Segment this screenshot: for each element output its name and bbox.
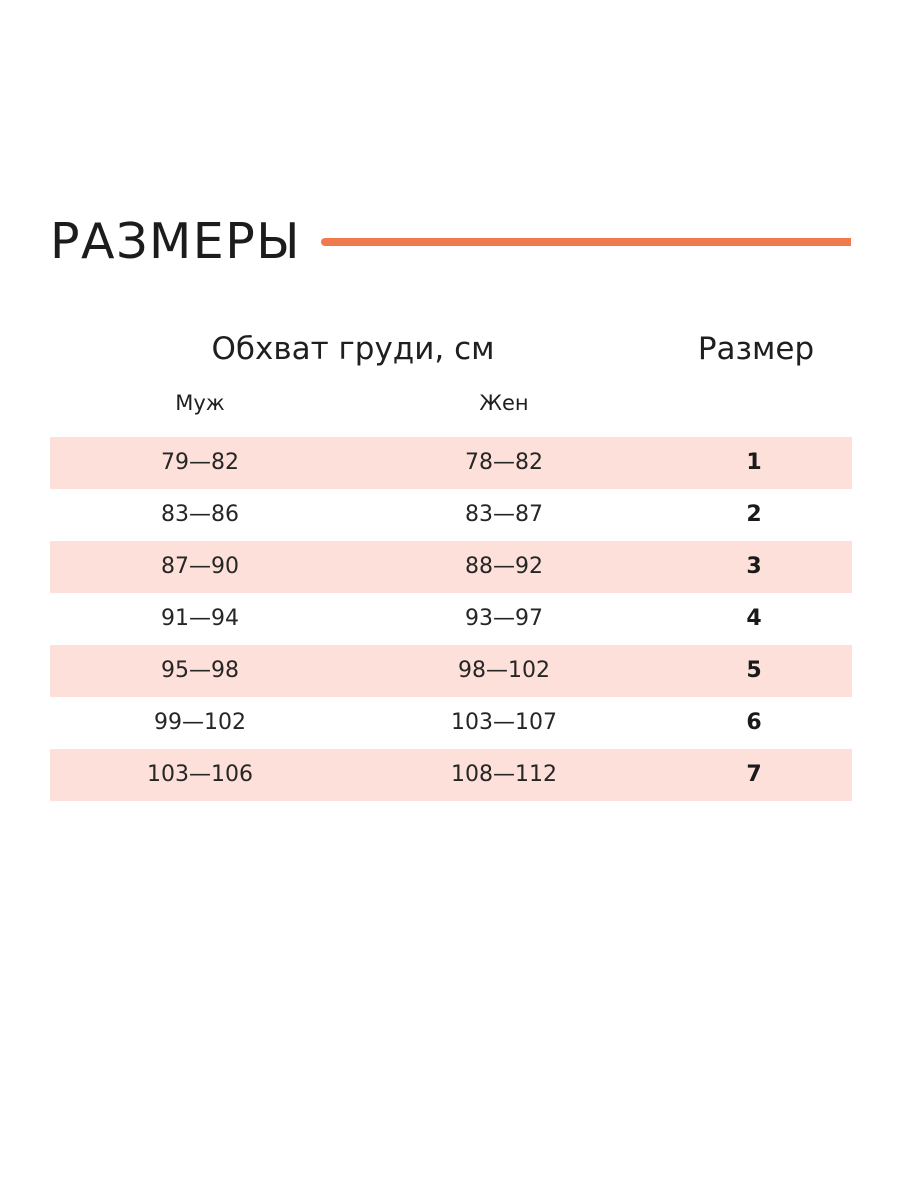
- table-row: [50, 437, 852, 489]
- men-chest-cell: 91—94: [161, 606, 239, 631]
- size-cell: 3: [746, 554, 762, 579]
- women-chest-cell: 93—97: [465, 606, 543, 631]
- women-column-header: Жен: [479, 391, 529, 415]
- men-column-header: Муж: [175, 391, 225, 415]
- women-chest-cell: 88—92: [465, 554, 543, 579]
- table-row: [50, 697, 852, 749]
- table-row: [50, 593, 852, 645]
- women-chest-cell: 98—102: [458, 658, 550, 683]
- size-cell: 1: [746, 450, 762, 475]
- men-chest-cell: 83—86: [161, 502, 239, 527]
- men-chest-cell: 95—98: [161, 658, 239, 683]
- table-row: [50, 749, 852, 801]
- men-chest-cell: 87—90: [161, 554, 239, 579]
- women-chest-cell: 103—107: [451, 710, 557, 735]
- size-cell: 6: [746, 710, 762, 735]
- size-cell: 5: [746, 658, 762, 683]
- women-chest-cell: 78—82: [465, 450, 543, 475]
- women-chest-cell: 83—87: [465, 502, 543, 527]
- size-cell: 7: [746, 762, 762, 787]
- men-chest-cell: 79—82: [161, 450, 239, 475]
- table-row: [50, 541, 852, 593]
- table-row: [50, 489, 852, 541]
- size-table: [50, 437, 852, 801]
- men-chest-cell: 103—106: [147, 762, 253, 787]
- men-chest-cell: 99—102: [154, 710, 246, 735]
- women-chest-cell: 108—112: [451, 762, 557, 787]
- title-accent-line: [321, 238, 851, 246]
- size-header: Размер: [697, 331, 815, 367]
- page-title: РАЗМЕРЫ: [50, 213, 302, 270]
- table-row: [50, 645, 852, 697]
- size-cell: 4: [746, 606, 762, 631]
- size-cell: 2: [746, 502, 762, 527]
- chest-girth-header: Обхват груди, см: [211, 331, 495, 367]
